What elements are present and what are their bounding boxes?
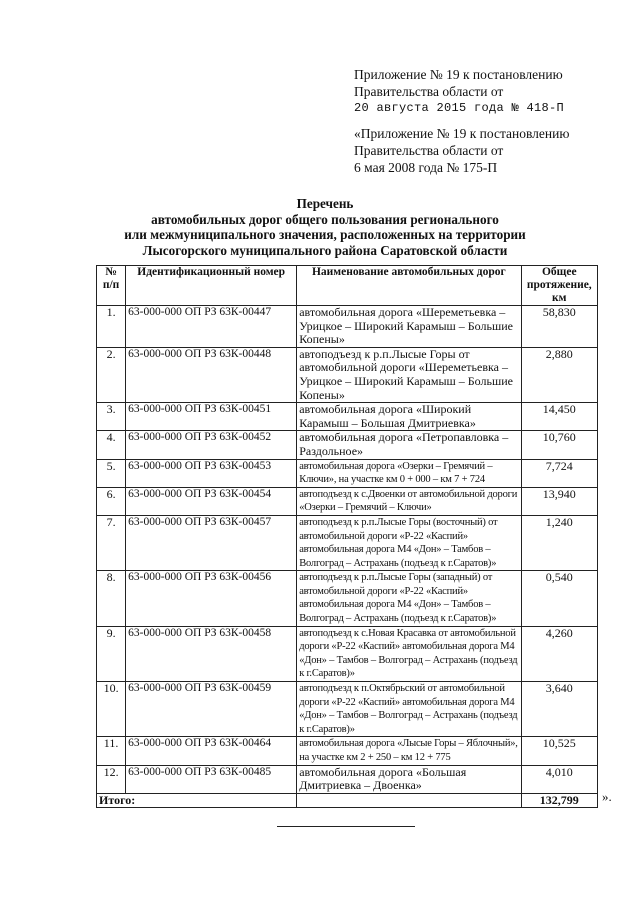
table-row <box>97 487 598 515</box>
title-line1: Перечень <box>296 196 354 211</box>
row-id: 63-000-000 ОП РЗ 63К-00452 <box>126 431 297 459</box>
header-previous-line1: «Приложение № 19 к постановлению <box>354 126 570 141</box>
table-row <box>97 626 598 681</box>
row-name: автоподъезд к р.п.Лысые Горы от автомобильной дороги «Шереметьевка – Урицкое – Широкий Карамыш – Большие Копены» <box>297 347 521 402</box>
header-num: № п/п <box>97 266 126 306</box>
table-row <box>97 306 598 348</box>
row-id: 63-000-000 ОП РЗ 63К-00451 <box>126 403 297 431</box>
row-num: 2. <box>97 347 126 402</box>
row-num: 10. <box>97 682 126 737</box>
header-current-resolution <box>354 66 634 117</box>
header-current-line1: Приложение № 19 к постановлению <box>354 67 563 82</box>
row-length: 4,260 <box>521 626 597 681</box>
row-length: 14,450 <box>521 403 597 431</box>
row-num: 5. <box>97 459 126 487</box>
row-length: 7,724 <box>521 459 597 487</box>
row-name: автоподъезд к п.Октябрьский от автомобильной дороги «Р-22 «Каспий» автомобильная дорога М4 «Дон» – Тамбов – Волгоград – Астрахань (подъезд к г.Саратов)» <box>297 682 521 737</box>
row-id: 63-000-000 ОП РЗ 63К-00485 <box>126 765 297 793</box>
table-row <box>97 765 598 793</box>
table-row <box>97 459 598 487</box>
total-empty-cell <box>297 793 521 808</box>
row-num: 8. <box>97 571 126 626</box>
total-value: 132,799 <box>521 793 597 808</box>
closing-quote-mark: ». <box>602 789 612 804</box>
table-header-row <box>97 266 598 306</box>
row-length: 10,760 <box>521 431 597 459</box>
row-length: 13,940 <box>521 487 597 515</box>
row-num: 12. <box>97 765 126 793</box>
title-line4: Лысогорского муниципального района Саратовской области <box>142 242 508 258</box>
row-name: автомобильная дорога «Большая Дмитриевка – Двоенка» <box>297 765 521 793</box>
table-row <box>97 737 598 765</box>
row-length: 10,525 <box>521 737 597 765</box>
row-length: 4,010 <box>521 765 597 793</box>
header-previous-line2: Правительства области от <box>354 143 504 158</box>
row-name: автомобильная дорога «Широкий Карамыш – Большая Дмитриевка» <box>297 403 521 431</box>
row-length: 1,240 <box>521 515 597 570</box>
title-line3: или межмуниципального значения, расположенных на территории <box>124 227 526 242</box>
row-num: 11. <box>97 737 126 765</box>
row-name: автомобильная дорога «Петропавловка – Раздольное» <box>297 431 521 459</box>
row-name: автоподъезд к р.п.Лысые Горы (западный) от автомобильной дороги «Р-22 «Каспий» автомобильная дорога М4 «Дон» – Тамбов – Волгоград – Астрахань (подъезд к г.Саратов)» <box>297 571 521 626</box>
row-length: 2,880 <box>521 347 597 402</box>
roads-table <box>96 265 598 808</box>
row-id: 63-000-000 ОП РЗ 63К-00454 <box>126 487 297 515</box>
row-id: 63-000-000 ОП РЗ 63К-00457 <box>126 515 297 570</box>
row-id: 63-000-000 ОП РЗ 63К-00464 <box>126 737 297 765</box>
header-current-line2: Правительства области от <box>354 84 504 99</box>
header-current-date-number: 20 августа 2015 года № 418-П <box>354 101 565 115</box>
document-title <box>90 196 560 258</box>
bottom-rule-divider <box>277 826 415 827</box>
row-length: 3,640 <box>521 682 597 737</box>
row-num: 9. <box>97 626 126 681</box>
table-row <box>97 682 598 737</box>
header-id: Идентификационный номер <box>126 266 297 306</box>
table-row <box>97 431 598 459</box>
row-length: 58,830 <box>521 306 597 348</box>
row-id: 63-000-000 ОП РЗ 63К-00458 <box>126 626 297 681</box>
header-name: Наименование автомобильных дорог <box>297 266 521 306</box>
header-length: Общее протяжение, км <box>521 266 597 306</box>
row-num: 6. <box>97 487 126 515</box>
row-name: автомобильная дорога «Лысые Горы – Яблочный», на участке км 2 + 250 – км 12 + 775 <box>297 737 521 765</box>
table-row <box>97 515 598 570</box>
header-previous-line3: 6 мая 2008 года № 175-П <box>354 160 498 175</box>
row-name: автоподъезд к с.Двоенки от автомобильной дороги «Озерки – Гремячий – Ключи» <box>297 487 521 515</box>
row-id: 63-000-000 ОП РЗ 63К-00456 <box>126 571 297 626</box>
row-length: 0,540 <box>521 571 597 626</box>
row-id: 63-000-000 ОП РЗ 63К-00459 <box>126 682 297 737</box>
row-id: 63-000-000 ОП РЗ 63К-00448 <box>126 347 297 402</box>
row-name: автомобильная дорога «Шереметьевка – Урицкое – Широкий Карамыш – Большие Копены» <box>297 306 521 348</box>
row-num: 7. <box>97 515 126 570</box>
row-num: 4. <box>97 431 126 459</box>
table-row <box>97 403 598 431</box>
header-previous-resolution <box>354 125 634 176</box>
row-name: автоподъезд к р.п.Лысые Горы (восточный) от автомобильной дороги «Р-22 «Каспий» автомобильная дорога М4 «Дон» – Тамбов – Волгоград – Астрахань (подъезд к г.Саратов)» <box>297 515 521 570</box>
row-id: 63-000-000 ОП РЗ 63К-00453 <box>126 459 297 487</box>
row-num: 1. <box>97 306 126 348</box>
row-id: 63-000-000 ОП РЗ 63К-00447 <box>126 306 297 348</box>
total-label: Итого: <box>97 793 297 808</box>
row-name: автомобильная дорога «Озерки – Гремячий – Ключи», на участке км 0 + 000 – км 7 + 724 <box>297 459 521 487</box>
table-row <box>97 571 598 626</box>
title-line2: автомобильных дорог общего пользования регионального <box>151 211 499 227</box>
table-row <box>97 347 598 402</box>
table-total-row <box>97 793 598 808</box>
row-name: автоподъезд к с.Новая Красавка от автомобильной дороги «Р-22 «Каспий» автомобильная дорога М4 «Дон» – Тамбов – Волгоград – Астрахань (подъезд к г.Саратов)» <box>297 626 521 681</box>
row-num: 3. <box>97 403 126 431</box>
